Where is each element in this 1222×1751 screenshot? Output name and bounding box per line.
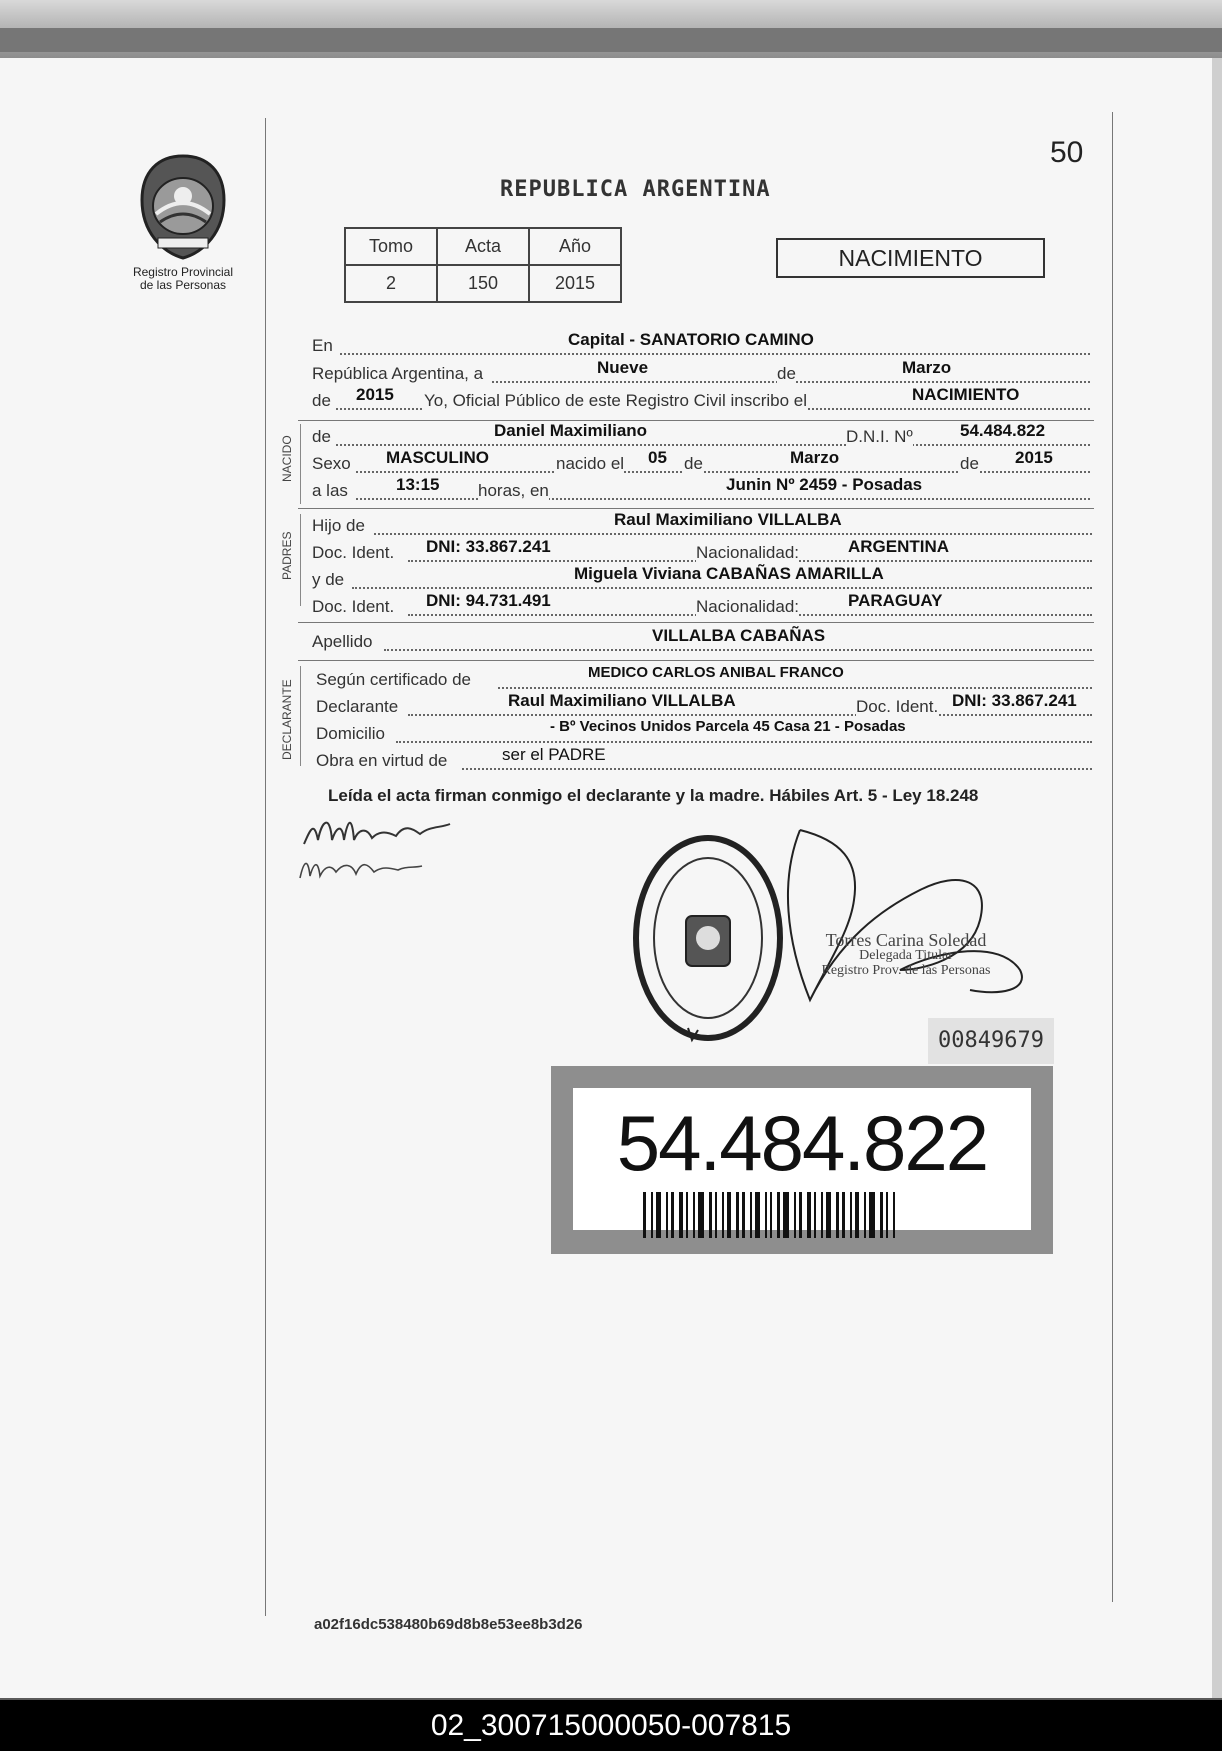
- official-name: Torres Carina Soledad: [825, 930, 987, 950]
- section-padres: PADRES: [280, 531, 294, 580]
- binder-top: [0, 0, 1222, 60]
- birth-address: Junin Nº 2459 - Posadas: [726, 475, 923, 494]
- row-declarante: [312, 691, 1094, 719]
- label-de-name: de: [312, 427, 331, 446]
- child-name: Daniel Maximiliano: [494, 421, 648, 440]
- label-de-month: de: [777, 364, 796, 383]
- barcode-bar: [742, 1192, 745, 1238]
- label-hijo-de: Hijo de: [312, 516, 365, 535]
- document-hash: a02f16dc538480b69d8b8e53ee8b3d26: [314, 1616, 583, 1633]
- barcode-bar: [765, 1192, 767, 1238]
- row-en: [312, 330, 1092, 358]
- barcode-bar: [850, 1192, 852, 1238]
- official-text: Yo, Oficial Público de este Registro Civil inscribo el: [424, 391, 807, 410]
- page-edge: [1212, 58, 1222, 1698]
- official-stamp: [628, 828, 788, 1048]
- label-obra: Obra en virtud de: [316, 751, 448, 770]
- birth-time: 13:15: [396, 475, 440, 494]
- row-father: [312, 510, 1094, 538]
- label-mother-doc: Doc. Ident.: [312, 597, 395, 616]
- value-tomo: 2: [345, 265, 437, 302]
- page-title: REPUBLICA ARGENTINA: [500, 177, 771, 202]
- section-declarante: DECLARANTE: [280, 679, 294, 760]
- barcode-bar: [698, 1192, 704, 1238]
- declarant-name: Raul Maximiliano VILLALBA: [508, 691, 736, 710]
- label-father-nat: Nacionalidad:: [696, 543, 800, 562]
- barcode-bar: [727, 1192, 731, 1238]
- barcode-bar: [864, 1192, 866, 1238]
- label-father-doc: Doc. Ident.: [312, 543, 395, 562]
- closing-text: Leída el acta firman conmigo el declarante y la madre. Hábiles Art. 5 - Ley 18.248: [328, 786, 979, 805]
- row-hora: [312, 475, 1092, 503]
- label-declarant-doc: Doc. Ident.: [856, 697, 939, 716]
- barcode-bar: [715, 1192, 717, 1238]
- official-signature: [780, 820, 1060, 1020]
- footer-id: 02_300715000050-007815: [0, 1700, 1222, 1751]
- label-declarante: Declarante: [316, 697, 399, 716]
- mother-nationality: PARAGUAY: [848, 591, 943, 610]
- province-seal-icon: [138, 152, 228, 262]
- label-horas-en: horas, en: [478, 481, 549, 500]
- registry-table: [344, 227, 622, 303]
- barcode-bar: [651, 1192, 653, 1238]
- official-name-stamp: [806, 930, 1006, 978]
- place-value: Capital - SANATORIO CAMINO: [568, 330, 814, 349]
- barcode-bar: [826, 1192, 831, 1238]
- domicilio-value: - Bº Vecinos Unidos Parcela 45 Casa 21 - Posadas: [550, 718, 906, 735]
- dni-label-sticker: [551, 1066, 1053, 1254]
- birth-year: 2015: [1015, 448, 1053, 467]
- label-nacido-el: nacido el: [556, 454, 625, 473]
- label-mother-nat: Nacionalidad:: [696, 597, 800, 616]
- barcode-bar: [679, 1192, 683, 1238]
- declarant-doc: DNI: 33.867.241: [952, 691, 1077, 710]
- year-value: 2015: [356, 385, 394, 404]
- row-republica: [312, 358, 1092, 386]
- barcode-bar: [770, 1192, 772, 1238]
- barcode-bar: [886, 1192, 888, 1238]
- row-domicilio: [312, 718, 1094, 746]
- barcode-bar: [869, 1192, 875, 1238]
- row-apellido: [312, 626, 1094, 654]
- row-obra: [312, 745, 1094, 773]
- label-dni: D.N.I. Nº: [846, 427, 913, 446]
- logo-label-2: de las Personas: [139, 278, 227, 292]
- official-role: Delegada Titular: [859, 948, 953, 963]
- child-dni: 54.484.822: [960, 421, 1046, 440]
- header-acta: Acta: [437, 228, 529, 265]
- label-de-birth-month: de: [684, 454, 703, 473]
- barcode: [643, 1192, 963, 1238]
- section-nacido: NACIDO: [280, 435, 294, 482]
- barcode-bar: [643, 1192, 646, 1238]
- row-father-doc: [312, 537, 1094, 565]
- label-en: En: [312, 336, 333, 355]
- sexo-value: MASCULINO: [386, 448, 489, 467]
- label-de-year: de: [312, 391, 331, 410]
- barcode-bar: [666, 1192, 668, 1238]
- event-value: NACIMIENTO: [912, 385, 1020, 404]
- row-year: [312, 385, 1092, 413]
- father-doc: DNI: 33.867.241: [426, 537, 551, 556]
- barcode-bar: [736, 1192, 739, 1238]
- barcode-bar: [709, 1192, 712, 1238]
- logo-label-1: Registro Provincial: [132, 265, 234, 279]
- label-y-de: y de: [312, 570, 345, 589]
- father-nationality: ARGENTINA: [848, 537, 950, 556]
- apellido-value: VILLALBA CABAÑAS: [652, 626, 826, 645]
- row-sexo: [312, 448, 1092, 476]
- label-domicilio: Domicilio: [316, 724, 385, 743]
- left-margin-line: [265, 118, 266, 1616]
- mother-name: Miguela Viviana CABAÑAS AMARILLA: [574, 564, 884, 583]
- barcode-bar: [656, 1192, 661, 1238]
- label-sexo: Sexo: [312, 454, 351, 473]
- row-mother: [312, 564, 1094, 592]
- barcode-bar: [893, 1192, 895, 1238]
- day-word-value: Nueve: [597, 358, 649, 377]
- label-republica: República Argentina, a: [312, 364, 484, 383]
- barcode-bar: [855, 1192, 859, 1238]
- serial-number: 00849679: [928, 1018, 1054, 1064]
- row-certificado: [312, 664, 1094, 692]
- label-de-birth-year: de: [960, 454, 979, 473]
- birth-day: 05: [648, 448, 667, 467]
- father-name: Raul Maximiliano VILLALBA: [614, 510, 842, 529]
- barcode-bar: [821, 1192, 823, 1238]
- right-margin-line: [1112, 112, 1113, 1602]
- row-mother-doc: [312, 591, 1094, 619]
- record-type-box: NACIMIENTO: [776, 238, 1045, 278]
- barcode-bar: [836, 1192, 839, 1238]
- barcode-bar: [880, 1192, 883, 1238]
- barcode-bar: [693, 1192, 695, 1238]
- certificate-value: MEDICO CARLOS ANIBAL FRANCO: [588, 664, 844, 681]
- month-value: Marzo: [902, 358, 952, 377]
- barcode-bar: [722, 1192, 724, 1238]
- barcode-bar: [671, 1192, 674, 1238]
- label-apellido: Apellido: [312, 632, 373, 651]
- registry-value-row: [345, 265, 621, 302]
- barcode-bar: [794, 1192, 796, 1238]
- barcode-bar: [783, 1192, 789, 1238]
- province-logo: [128, 152, 238, 302]
- label-a-las: a las: [312, 481, 348, 500]
- registry-header-row: [345, 228, 621, 265]
- label-certificado: Según certificado de: [316, 670, 471, 689]
- barcode-bar: [686, 1192, 688, 1238]
- obra-value: ser el PADRE: [502, 745, 606, 764]
- birth-month: Marzo: [790, 448, 840, 467]
- value-acta: 150: [437, 265, 529, 302]
- barcode-bar: [799, 1192, 802, 1238]
- barcode-bar: [807, 1192, 811, 1238]
- barcode-bar: [777, 1192, 780, 1238]
- barcode-bar: [755, 1192, 760, 1238]
- dni-label-number: 54.484.822: [616, 1099, 988, 1187]
- header-tomo: Tomo: [345, 228, 437, 265]
- barcode-bar: [750, 1192, 752, 1238]
- page-number: 50: [1050, 136, 1084, 169]
- mother-signature: [296, 850, 426, 890]
- row-nacido-name: [312, 421, 1092, 449]
- barcode-bar: [842, 1192, 845, 1238]
- official-office: Registro Prov. de las Personas: [821, 963, 991, 978]
- value-anio: 2015: [529, 265, 621, 302]
- barcode-bar: [814, 1192, 816, 1238]
- mother-doc: DNI: 94.731.491: [426, 591, 551, 610]
- header-anio: Año: [529, 228, 621, 265]
